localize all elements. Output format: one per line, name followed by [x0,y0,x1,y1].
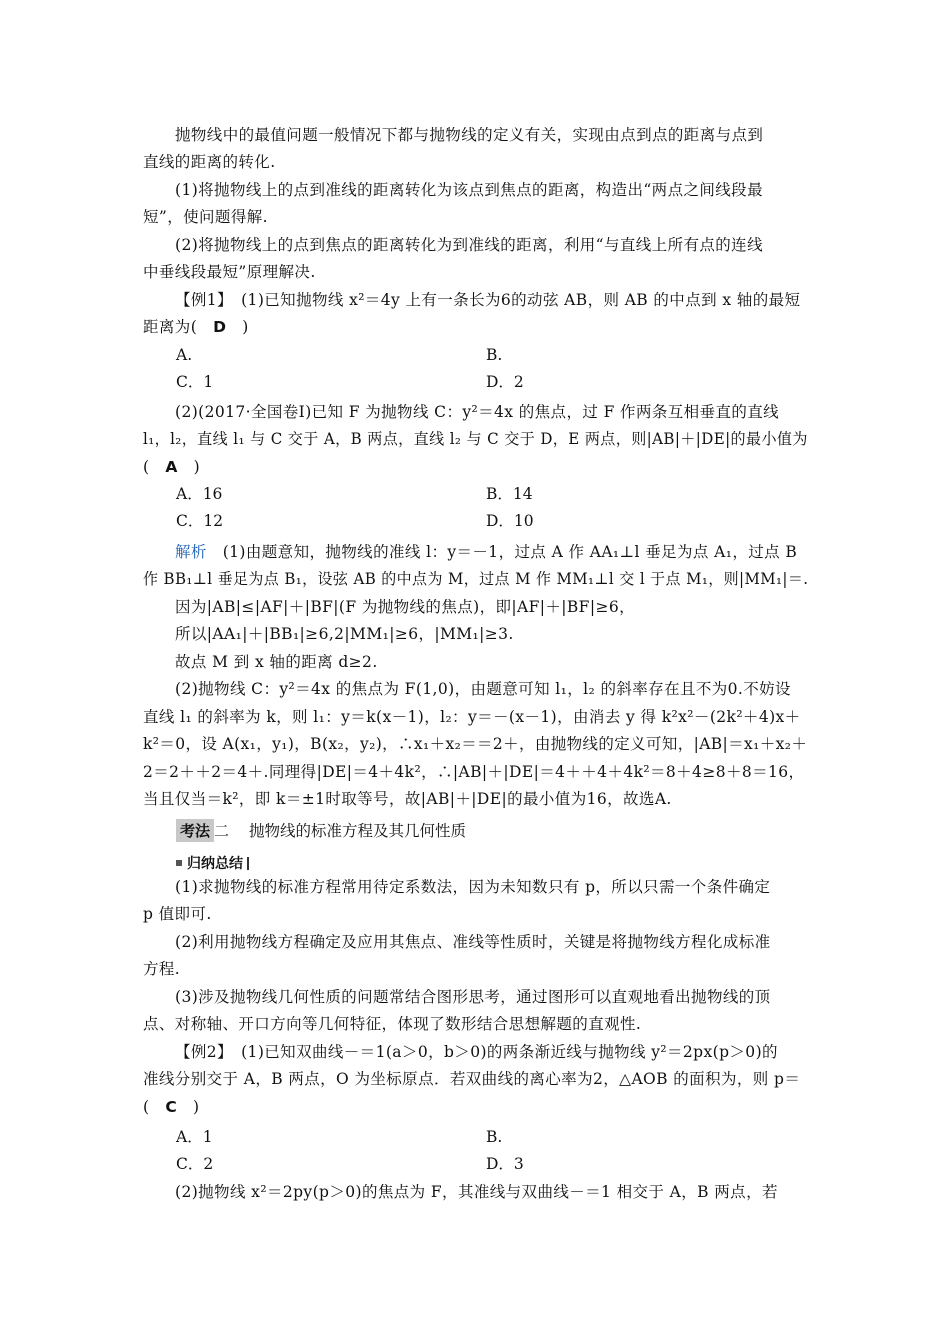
text-line [175,932,771,952]
text-line [175,125,763,145]
bar-icon [247,857,249,870]
choice-option: A．1 [176,1128,213,1146]
choice-option: D．10 [486,512,534,530]
line-text: 直线的距离的转化. [143,153,276,171]
analysis-label: 解析 [175,543,207,561]
text-line [143,1097,200,1117]
answer-bracket-close: ) [177,1098,200,1116]
line-text: 方程. [143,960,181,978]
answer-letter: C [165,1098,178,1116]
line-text: (2)抛物线 C：y²＝4x 的焦点为 F(1,0)，由题意可知 l₁，l₂ 的斜率存在且不为0.不妨设 [175,680,791,698]
text-line [175,402,779,422]
section-heading [176,818,466,842]
text-line [175,679,791,699]
text-line [175,624,514,644]
answer-letter: D [213,318,227,336]
line-text: 准线分别交于 A，B 两点，O 为坐标原点．若双曲线的离心率为2，△AOB 的面积为，则 p＝ [143,1070,801,1088]
line-text: 距离为( [143,318,214,336]
choice-option: A．16 [176,485,223,503]
line-text: 点、对称轴、开口方向等几何特征，体现了数形结合思想解题的直观性. [143,1015,642,1033]
line-text: 所以|AA₁|＋|BB₁|≥6,2|MM₁|≥6，|MM₁|≥3. [175,625,514,643]
text-line [175,180,763,200]
text-line [143,317,249,337]
line-text: 短”，使问题得解. [143,208,268,226]
line-text: 故点 M 到 x 轴的距离 d≥2. [175,653,378,671]
square-bullet-icon [176,860,182,866]
text-line [175,290,800,310]
choice-option: C．2 [176,1155,214,1173]
line-text: (3)涉及抛物线几何性质的问题常结合图形思考，通过图形可以直观地看出抛物线的顶 [175,988,771,1006]
line-text: 当且仅当＝k²，即 k＝±1时取等号，故|AB|＋|DE|的最小值为16，故选A. [143,790,672,808]
line-text: p 值即可. [143,905,212,923]
choice-option: D．2 [486,373,524,391]
text-line [143,1069,800,1089]
text-line [143,762,804,782]
line-text: ( [143,458,166,476]
text-line [175,542,797,562]
line-text: 【例1】 (1)已知抛物线 x²＝4y 上有一条长为6的动弦 AB，则 AB 的中点到 x 轴的最短 [175,291,801,309]
line-text: k²＝0，设 A(x₁，y₁)，B(x₂，y₂)，∴x₁＋x₂＝＝2＋，由抛物线的定义可知，|AB|＝x₁＋x₂＋ [143,735,808,753]
text-line [143,707,801,727]
text-line [143,207,268,227]
choice-option: B. [486,346,503,364]
text-line [143,152,276,172]
answer-bracket-close: ) [226,318,249,336]
line-text: 抛物线中的最值问题一般情况下都与抛物线的定义有关，实现由点到点的距离与点到 [175,126,764,144]
choice-option: A. [176,346,193,364]
choice-option: D．3 [486,1155,524,1173]
text-line [143,959,180,979]
text-line [143,262,316,282]
line-text: (1)将抛物线上的点到准线的距离转化为该点到焦点的距离，构造出“两点之间线段最 [175,181,763,199]
text-line [143,457,200,477]
choice-option: B. [486,1128,503,1146]
text-line [175,652,378,672]
text-line [143,429,808,449]
choice-option: C．1 [176,373,214,391]
section-tag: 考法 [176,819,214,842]
text-line [143,734,807,754]
line-text: (2)利用抛物线方程确定及应用其焦点、准线等性质时，关键是将抛物线方程化成标准 [175,933,771,951]
text-line [175,1042,778,1062]
text-line [175,987,771,1007]
text-line [175,597,635,617]
section-number: 二 [214,821,230,840]
line-text: 中垂线段最短”原理解决. [143,263,316,281]
line-text: 直线 l₁ 的斜率为 k，则 l₁：y＝k(x－1)，l₂：y＝－(x－1)，由消去 y 得 k²x²－(2k²＋4)x＋ [143,708,801,726]
line-text: (2)(2017·全国卷Ⅰ)已知 F 为抛物线 C：y²＝4x 的焦点，过 F 作两条互相垂直的直线 [175,403,780,421]
line-text: (2)抛物线 x²＝2py(p＞0)的焦点为 F，其准线与双曲线－＝1 相交于 A，B 两点，若 [175,1183,778,1201]
summary-label-text: 归纳总结 [187,856,243,872]
section-title: 抛物线的标准方程及其几何性质 [249,822,467,840]
text-line [175,877,770,897]
text-line [175,235,763,255]
line-text: (2)将抛物线上的点到焦点的距离转化为到准线的距离，利用“与直线上所有点的连线 [175,236,763,254]
text-line [143,789,672,809]
line-text: 2＝2＋＋2＝4＋.同理得|DE|＝4＋4k²，∴|AB|＋|DE|＝4＋＋4＋4k²＝8＋4≥8＋8＝16， [143,763,805,781]
text-line [143,569,808,589]
choice-option: B．14 [486,485,533,503]
line-text: ( [143,1098,166,1116]
text-line [143,1014,641,1034]
line-text: l₁，l₂，直线 l₁ 与 C 交于 A，B 两点，直线 l₂ 与 C 交于 D，E 两点，则|AB|＋|DE|的最小值为 [143,430,808,448]
line-text: 【例2】 (1)已知双曲线－＝1(a＞0，b＞0)的两条渐近线与抛物线 y²＝2px(p＞0)的 [175,1043,778,1061]
line-text: (1)由题意知，抛物线的准线 l：y＝－1，过点 A 作 AA₁⊥l 垂足为点 A₁，过点 B [206,543,798,561]
choice-option: C．12 [176,512,224,530]
answer-bracket-close: ) [177,458,201,476]
text-line [175,1182,778,1202]
answer-letter: A [165,458,178,476]
line-text: 作 BB₁⊥l 垂足为点 B₁，设弦 AB 的中点为 M，过点 M 作 MM₁⊥l 交 l 于点 M₁，则|MM₁|＝. [143,570,809,588]
summary-label [176,853,249,873]
text-line [143,904,212,924]
line-text: (1)求抛物线的标准方程常用待定系数法，因为未知数只有 p，所以只需一个条件确定 [175,878,771,896]
line-text: 因为|AB|≤|AF|＋|BF|(F 为抛物线的焦点)，即|AF|＋|BF|≥6， [175,598,636,616]
